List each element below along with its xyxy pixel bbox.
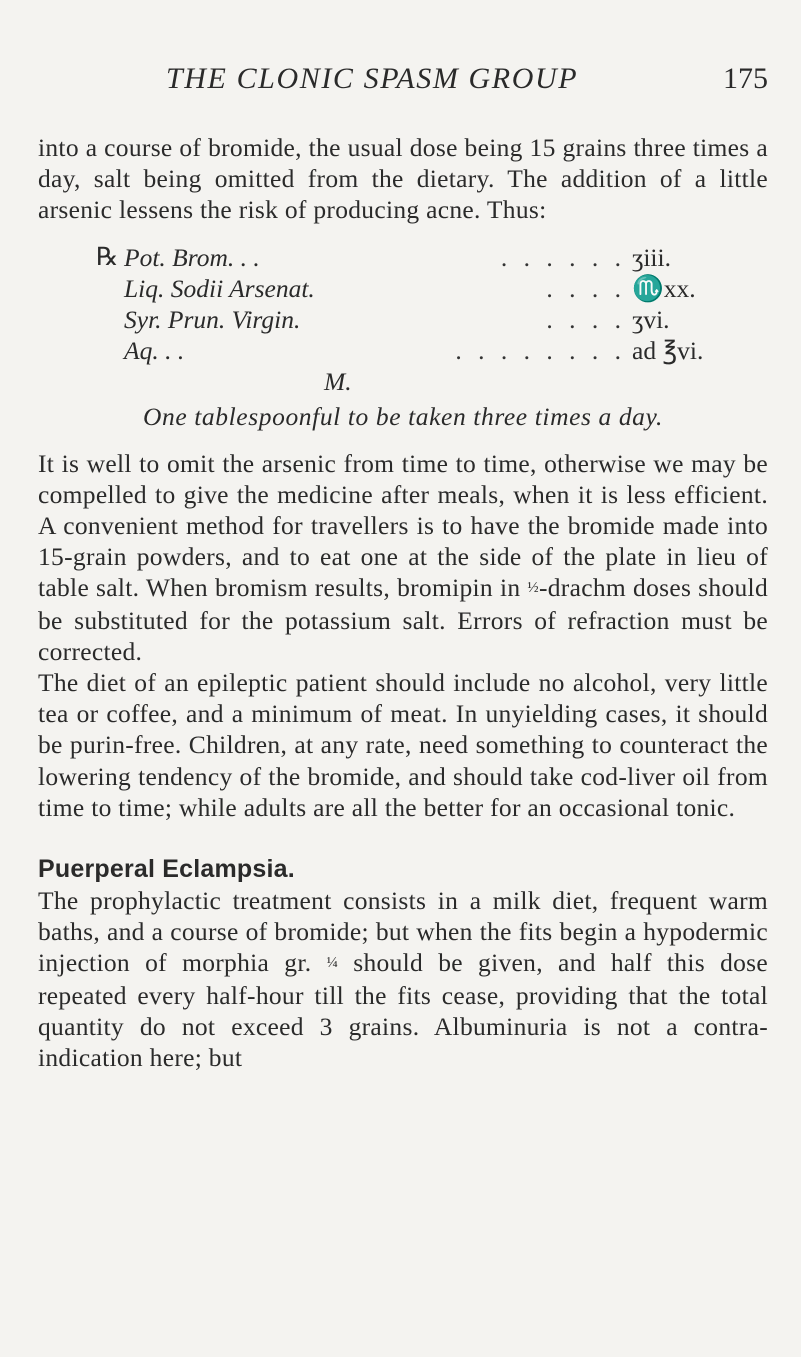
prescription	[96, 242, 744, 398]
fraction-quarter: ¼	[326, 955, 339, 972]
prescription-row	[96, 335, 744, 366]
paragraph-bromide-course: into a course of bromide, the usual dose being 15 grains three times a day, salt being omitted from the dietary. The addition of a little arsenic lessens the risk of producing acne. Thus:	[38, 133, 768, 225]
section-heading: Puerperal Eclampsia.	[38, 855, 295, 884]
paragraph-text: should be given, and half this dose repeated every half-hour till the fits cease, providing that the total quantity do not exceed 3 grains. Albuminuria is not a contra-indication here; but	[38, 948, 769, 1073]
ingredient-quantity: ♏xx.	[632, 273, 696, 303]
dosage-directions: One tablespoonful to be taken three times a day.	[142, 401, 664, 431]
paragraph-arsenic-omission	[38, 448, 768, 667]
ingredient-name: Liq. Sodii Arsenat.	[124, 273, 315, 303]
book-page	[38, 62, 768, 1073]
paragraph-text: The prophylactic treatment consists in a milk diet, frequent warm baths, and a course of bromide; but when the fits begin a hypodermic injection of morphia gr.	[38, 886, 768, 978]
running-head	[38, 62, 768, 106]
paragraph-text: -drachm doses should be substituted for the potassium salt. Errors of refraction must be corrected.	[38, 573, 768, 666]
ingredient-quantity: ʒvi.	[632, 304, 670, 334]
paragraph-epileptic-diet: The diet of an epileptic patient should include no alcohol, very little tea or coffee, and a minimum of meat. In unyielding cases, it should be purin-free. Children, at any rate, need something to counteract the lowering tendency of the bromide, and should take cod-liver oil from time to time; while adults are all the better for an occasional tonic.	[38, 668, 768, 822]
ingredient-quantity: ad ℥vi.	[632, 335, 704, 365]
ingredient-name: Syr. Prun. Virgin.	[124, 304, 301, 334]
ingredient-name: Aq. . .	[124, 335, 185, 365]
mix-instruction: M.	[324, 366, 352, 396]
ingredient-quantity: ʒiii.	[632, 242, 671, 272]
dot-leader: . . . . . .	[500, 242, 626, 272]
dot-leader: . . . .	[546, 273, 626, 303]
dot-leader: . . . . . . . .	[455, 335, 626, 365]
fraction-half: ½	[527, 580, 539, 597]
prescription-row	[96, 304, 744, 335]
dot-leader: . . . .	[546, 304, 626, 334]
paragraph-text: It is well to omit the arsenic from time to time, otherwise we may be compelled to give the medicine after meals, when it is less efficient. A convenient method for travellers is to have the bromide made into 15-grain powders, and to eat one at the side of the plate in lieu of table salt. When bromism results, bromipin in	[38, 448, 768, 603]
recipe-symbol: ℞	[96, 243, 119, 271]
running-title: THE CLONIC SPASM GROUP	[166, 62, 579, 95]
paragraph-eclampsia-treatment	[38, 885, 768, 1073]
prescription-row	[96, 273, 744, 304]
page-number: 175	[723, 62, 768, 95]
ingredient-name: Pot. Brom. . .	[124, 242, 260, 272]
prescription-row	[96, 242, 744, 273]
